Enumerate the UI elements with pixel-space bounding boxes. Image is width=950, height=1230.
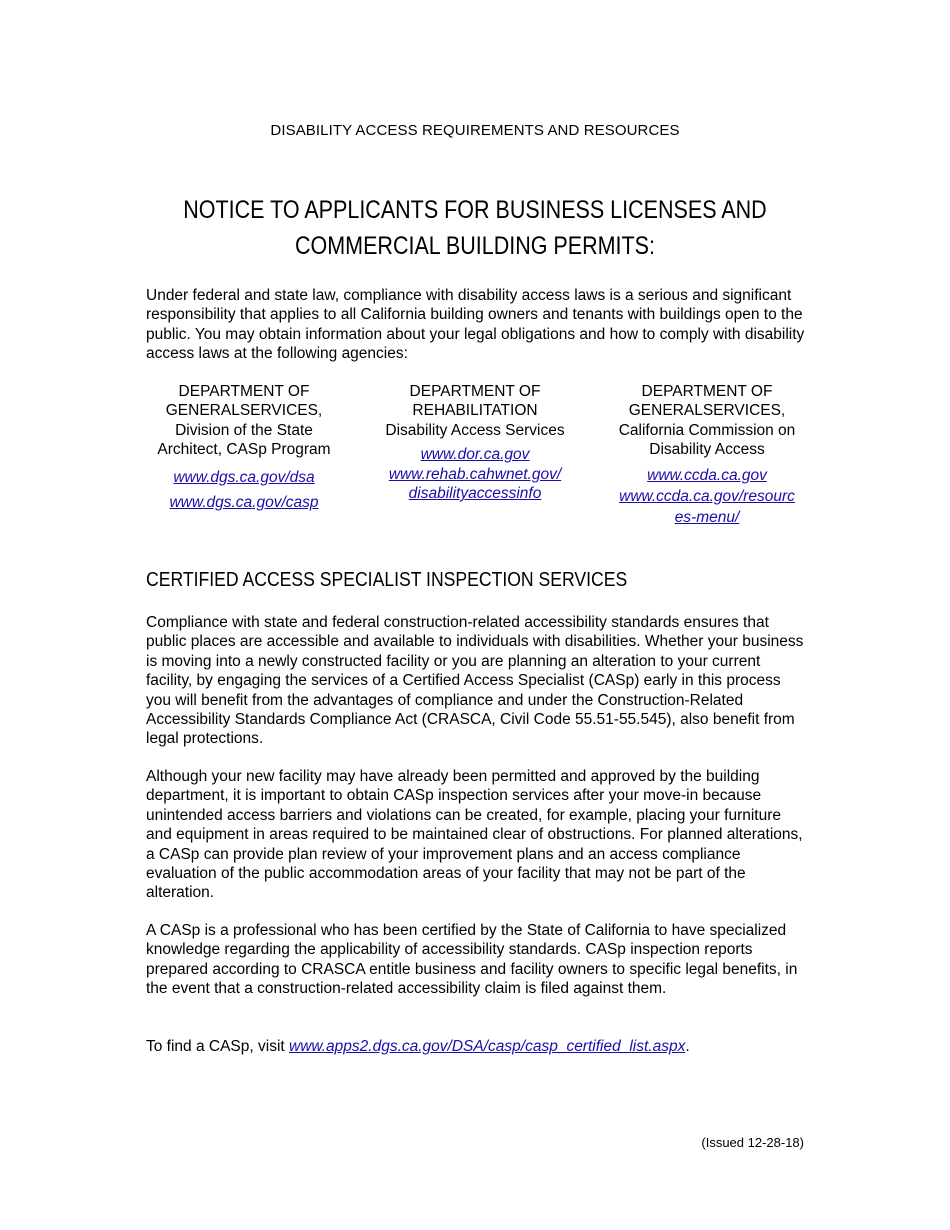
ccda-resources-link-part1[interactable]: www.ccda.ca.gov/resourc [619,488,795,506]
agency-name-line: Disability Access [649,441,765,459]
agency-name-line: REHABILITATION [412,402,538,420]
dor-link[interactable]: www.dor.ca.gov [420,446,530,464]
rehab-link-part2[interactable]: disabilityaccessinfo [408,485,542,503]
agency-name-line: GENERALSERVICES, [628,402,786,420]
agency-name-line: DEPARTMENT OF [409,383,541,400]
dgs-casp-link[interactable]: www.dgs.ca.gov/casp [169,494,319,512]
issued-date: (Issued 12-28-18) [701,1135,804,1150]
agency-dgs-dsa [146,382,342,512]
intro-paragraph: Under federal and state law, compliance with disability access laws is a serious and significant responsibility that applies to all California building owners and tenants with buildings open to the public. You may obtain information about your legal obligations and how to comply with disability access laws at the following agencies: [146,287,805,363]
agency-name [377,382,573,440]
page-title-line-2: COMMERCIAL BUILDING PERMITS: [295,232,655,260]
document-header: DISABILITY ACCESS REQUIREMENTS AND RESOURCES [270,122,680,139]
agency-list [146,382,806,542]
page-title [67,192,884,264]
agency-links [377,445,573,503]
rehab-link-part1[interactable]: www.rehab.cahwnet.gov/ [388,465,562,483]
casp-paragraph-1: Compliance with state and federal construction-related accessibility standards ensures that public places are accessible and available to individuals with disabilities. Whether your business is moving into a newly constructed facility or you are planning an alteration to your current facility, by engaging the services of a Certified Access Specialist (CASp) early in this process you will benefit from the advantages of compliance and under the Construction-Related Accessibility Standards Compliance Act (CRASCA, Civil Code 55.51-55.545), also benefit from legal protections. [146,614,804,748]
agency-links [609,466,805,528]
agency-name [146,382,342,460]
casp-paragraph-3: A CASp is a professional who has been certified by the State of California to have specialized knowledge regarding the applicability of accessibility standards. CASp inspection reports prepared according to CRASCA entitle business and facility owners to specific legal benefits, in the event that a construction-related accessibility claim is filed against them. [146,922,798,998]
agency-name-line: GENERALSERVICES, [165,402,323,420]
agency-name [609,382,805,460]
section-title-casp: CERTIFIED ACCESS SPECIALIST INSPECTION SERVICES [146,569,628,591]
agency-rehabilitation [377,382,573,503]
ccda-link[interactable]: www.ccda.ca.gov [647,466,767,484]
agency-name-line: Disability Access Services [385,421,565,439]
find-casp-paragraph [146,1037,806,1056]
agency-ccda [609,382,805,528]
find-casp-suffix: . [685,1038,690,1055]
agency-name-line: DEPARTMENT OF [641,383,773,400]
find-casp-prefix: To find a CASp, visit [146,1038,290,1055]
agency-name-line: California Commission on [618,421,796,439]
casp-certified-list-link[interactable]: www.apps2.dgs.ca.gov/DSA/casp/casp_certified_list.aspx [289,1038,686,1055]
dgs-dsa-link[interactable]: www.dgs.ca.gov/dsa [173,468,315,486]
agency-name-line: DEPARTMENT OF [178,383,310,400]
agency-links [146,468,342,513]
agency-name-line: Architect, CASp Program [157,441,331,459]
page-title-line-1: NOTICE TO APPLICANTS FOR BUSINESS LICENSES AND [183,196,767,224]
agency-name-line: Division of the State [175,421,313,439]
casp-paragraph-2: Although your new facility may have already been permitted and approved by the building department, it is important to obtain CASp inspection services after your move-in because unintended access barriers and violations can be created, for example, placing your furniture and equipment in areas required to be maintained clear of obstructions. For planned alterations, a CASp can provide plan review of your improvement plans and an access compliance evaluation of the public accommodation areas of your facility that may not be part of the alteration. [146,768,803,902]
ccda-resources-link-part2[interactable]: es-menu/ [674,509,740,527]
